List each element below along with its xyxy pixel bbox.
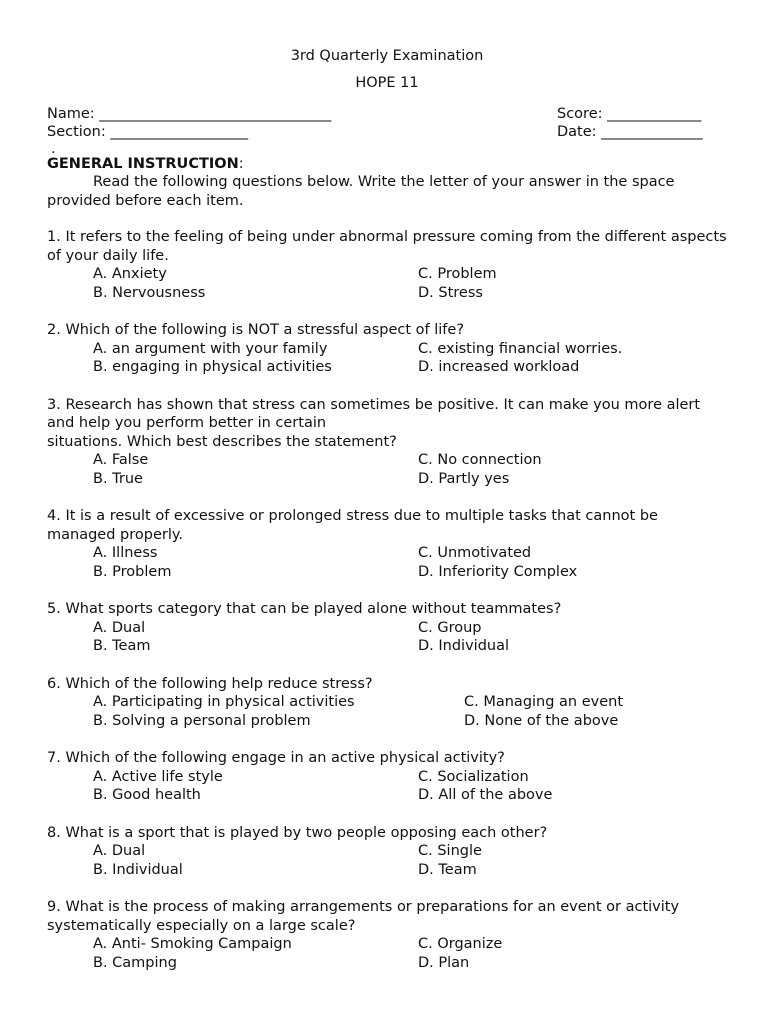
student-fields [47,105,727,143]
question-text: 4. It is a result of excessive or prolonged stress due to multiple tasks that cannot be managed properly. [47,508,658,543]
question-text: 8. What is a sport that is played by two people opposing each other? [47,824,548,841]
question-text: 1. It refers to the feeling of being under abnormal pressure coming from the different aspects of your daily life. [47,229,727,264]
choice-a: A. False [93,452,149,468]
choice-b: B. Problem [93,563,172,580]
choice-b: B. Good health [93,787,201,803]
choice-b: B. True [93,470,143,487]
question-2 [47,321,727,377]
choice-c: C. Organize [418,936,503,952]
choice-d: D. increased workload [418,359,580,375]
choice-b: B. Team [93,638,151,654]
section-field[interactable]: Section: ___________________ [47,124,249,140]
instruction-colon: : [238,156,244,172]
exam-subject: HOPE 11 [355,75,419,91]
question-5 [47,600,727,656]
choice-a: A. Illness [93,545,158,561]
choice-c: C. Managing an event [464,694,624,710]
choices [47,340,727,377]
choice-b: B. engaging in physical activities [93,359,332,375]
choices [47,265,727,302]
choice-a: A. an argument with your family [93,340,328,357]
question-text: 5. What sports category that can be played alone without teammates? [47,601,562,617]
question-text: 6. Which of the following help reduce stress? [47,675,373,692]
choice-a: A. Dual [93,619,146,636]
choice-b: B. Individual [93,861,183,878]
choice-a: A. Anti- Smoking Campaign [93,936,292,952]
exam-title: 3rd Quarterly Examination [290,48,484,64]
choice-c: C. Group [418,619,482,636]
choices [47,842,727,879]
choice-c: C. No connection [418,452,542,468]
name-field[interactable]: Name: ________________________________ [47,106,332,122]
choice-a: A. Anxiety [93,266,167,282]
choice-a: A. Active life style [93,768,223,785]
choices [47,935,727,972]
question-1 [47,228,727,302]
question-6 [47,675,727,731]
choice-d: D. Partly yes [418,470,510,487]
question-4 [47,507,727,581]
choices [47,768,727,805]
choice-b: B. Camping [93,954,177,971]
exam-page [47,43,727,991]
date-field[interactable]: Date: ______________ [557,124,703,140]
choices [47,619,727,656]
instruction-heading [47,155,727,173]
stray-dot: . [51,141,56,157]
question-3 [47,396,727,489]
question-text-line-2: situations. Which best describes the statement? [47,433,397,450]
choices [47,544,727,581]
choice-a: A. Participating in physical activities [93,694,355,710]
question-7 [47,749,727,805]
choice-b: B. Nervousness [93,284,206,301]
choice-a: A. Dual [93,843,146,859]
choice-d: D. Inferiority Complex [418,563,578,580]
score-field[interactable]: Score: _____________ [557,106,702,122]
choice-d: D. Team [418,861,477,878]
choices [47,451,727,488]
question-text-line-1: 3. Research has shown that stress can sometimes be positive. It can make you more alert and help you perform better in certain [47,396,701,431]
choice-d: D. All of the above [418,787,553,803]
choice-c: C. existing financial worries. [418,340,623,357]
choice-d: D. Individual [418,638,510,654]
instruction-body: Read the following questions below. Write the letter of your answer in the space provided before each item. [47,174,675,209]
question-text: 7. Which of the following engage in an active physical activity? [47,750,505,766]
choice-b: B. Solving a personal problem [93,712,311,729]
choice-d: D. Plan [418,954,470,971]
choice-d: D. None of the above [464,712,619,729]
choice-c: C. Problem [418,266,497,282]
instruction-heading-text: GENERAL INSTRUCTION [47,156,239,172]
question-9 [47,898,727,972]
question-text: 9. What is the process of making arrangements or preparations for an event or activity systematically especially on a large scale? [47,899,680,934]
choice-c: C. Unmotivated [418,545,532,561]
question-text: 2. Which of the following is NOT a stressful aspect of life? [47,322,465,338]
choice-c: C. Socialization [418,768,529,785]
choices [47,693,727,730]
question-8 [47,824,727,880]
choice-c: C. Single [418,843,482,859]
choice-d: D. Stress [418,284,483,301]
